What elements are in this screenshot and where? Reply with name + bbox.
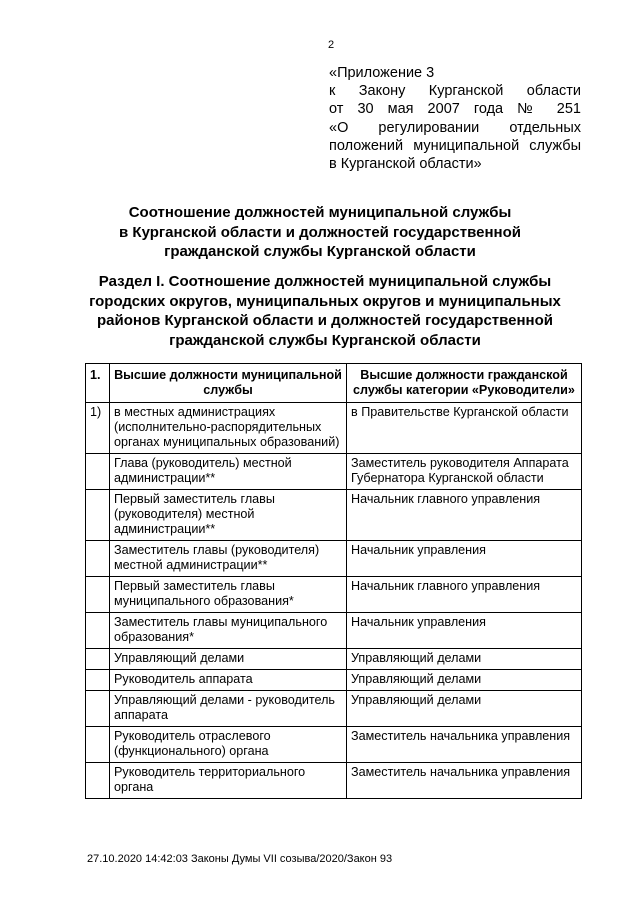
section-title-line: районов Курганской области и должностей государственной xyxy=(96,312,554,329)
municipal-position: Управляющий делами - руководитель аппарата xyxy=(110,691,347,727)
municipal-position: Руководитель отраслевого (функционального) органа xyxy=(110,727,347,763)
row-number xyxy=(86,490,110,541)
header-municipal-positions: Высшие должности муниципальной службы xyxy=(110,364,347,403)
title-line: гражданской службы Курганской области xyxy=(164,243,476,260)
table-row xyxy=(86,577,582,613)
civil-position: Управляющий делами xyxy=(347,691,582,727)
municipal-position: Первый заместитель главы (руководителя) местной администрации** xyxy=(110,490,347,541)
row-number xyxy=(86,649,110,670)
table-row xyxy=(86,727,582,763)
title-line: Соотношение должностей муниципальной службы xyxy=(128,204,512,221)
municipal-position: в местных администрациях (исполнительно-распорядительных органах муниципальных образований) xyxy=(110,403,347,454)
civil-position: Начальник главного управления xyxy=(347,577,582,613)
civil-position: Управляющий делами xyxy=(347,670,582,691)
table-row xyxy=(86,454,582,490)
section-title xyxy=(60,272,590,350)
table-row xyxy=(86,670,582,691)
document-title xyxy=(60,203,580,262)
civil-position: в Правительстве Курганской области xyxy=(347,403,582,454)
positions-table xyxy=(85,363,582,799)
municipal-position: Заместитель главы (руководителя) местной администрации** xyxy=(110,541,347,577)
appendix-line: положений муниципальной службы xyxy=(329,137,581,154)
row-number xyxy=(86,691,110,727)
table-row xyxy=(86,403,582,454)
row-number xyxy=(86,727,110,763)
table-row xyxy=(86,613,582,649)
section-title-line: городских округов, муниципальных округов и муниципальных xyxy=(89,292,561,310)
appendix-header xyxy=(329,64,581,173)
row-number xyxy=(86,763,110,799)
header-civil-positions: Высшие должности гражданской службы категории «Руководители» xyxy=(347,364,582,403)
appendix-line: от 30 мая 2007 года № 251 xyxy=(329,101,581,118)
municipal-position: Заместитель главы муниципального образования* xyxy=(110,613,347,649)
title-line: в Курганской области и должностей государственной xyxy=(119,223,521,241)
appendix-line: в Курганской области» xyxy=(329,156,482,173)
civil-position: Начальник управления xyxy=(347,613,582,649)
civil-position: Управляющий делами xyxy=(347,649,582,670)
section-title-line: гражданской службы Курганской области xyxy=(169,331,481,349)
municipal-position: Управляющий делами xyxy=(110,649,347,670)
municipal-position: Руководитель аппарата xyxy=(110,670,347,691)
civil-position: Заместитель начальника управления xyxy=(347,763,582,799)
municipal-position: Руководитель территориального органа xyxy=(110,763,347,799)
header-number: 1. xyxy=(86,364,110,403)
civil-position: Заместитель руководителя Аппарата Губернатора Курганской области xyxy=(347,454,582,490)
municipal-position: Первый заместитель главы муниципального образования* xyxy=(110,577,347,613)
table-row xyxy=(86,691,582,727)
table-row xyxy=(86,490,582,541)
row-number xyxy=(86,541,110,577)
row-number xyxy=(86,613,110,649)
row-number xyxy=(86,454,110,490)
row-number xyxy=(86,577,110,613)
document-footer: 27.10.2020 14:42:03 Законы Думы VII созыва/2020/Закон 93 xyxy=(87,853,393,865)
page-number: 2 xyxy=(328,39,335,51)
appendix-line: «О регулировании отдельных xyxy=(329,119,581,136)
table-header-row xyxy=(86,364,582,403)
table-row xyxy=(86,763,582,799)
civil-position: Начальник главного управления xyxy=(347,490,582,541)
appendix-line: к Закону Курганской области xyxy=(329,83,581,100)
civil-position: Начальник управления xyxy=(347,541,582,577)
table-row xyxy=(86,541,582,577)
section-title-line: Раздел I. Соотношение должностей муниципальной службы xyxy=(98,273,552,290)
appendix-line: «Приложение 3 xyxy=(329,65,435,81)
civil-position: Заместитель начальника управления xyxy=(347,727,582,763)
row-number: 1) xyxy=(86,403,110,454)
table-row xyxy=(86,649,582,670)
municipal-position: Глава (руководитель) местной администрации** xyxy=(110,454,347,490)
row-number xyxy=(86,670,110,691)
